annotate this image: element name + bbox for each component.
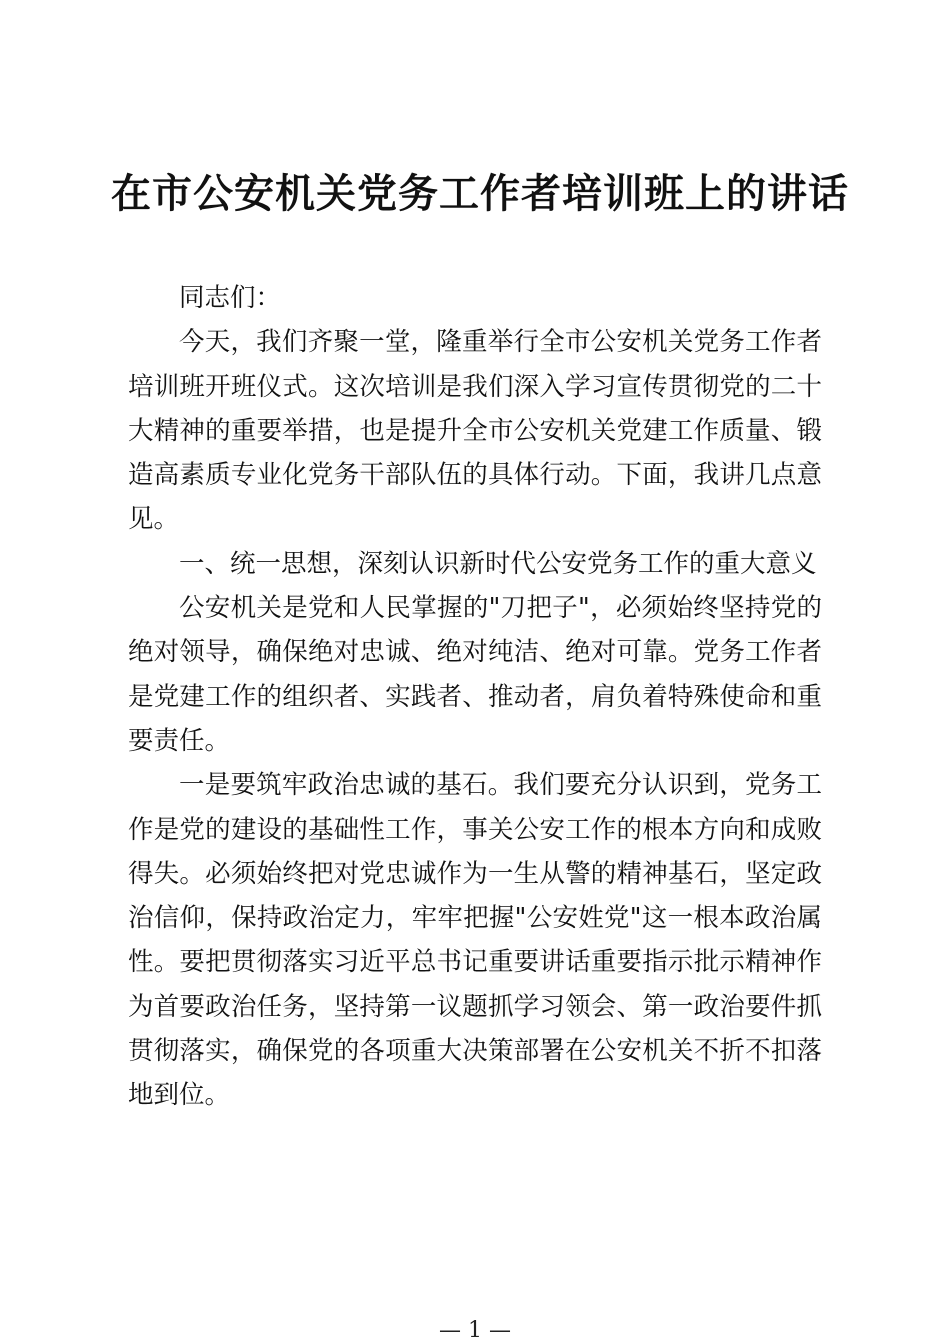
section-heading: 一、统一思想，深刻认识新时代公安党务工作的重大意义 bbox=[179, 548, 817, 579]
body-paragraph: 公安机关是党和人民掌握的"刀把子"，必须始终坚持党的绝对领导，确保绝对忠诚、绝对纯洁、绝对可靠。党务工作者是党建工作的组织者、实践者、推动者，肩负着特殊使命和重要责任。 bbox=[128, 593, 822, 756]
salutation: 同志们： bbox=[179, 283, 282, 313]
intro-paragraph: 今天，我们齐聚一堂，隆重举行全市公安机关党务工作者培训班开班仪式。这次培训是我们深入学习宣传贯彻党的二十大精神的重要举措，也是提升全市公安机关党建工作质量、锻造高素质专业化党务干部队伍的具体行动。下面，我讲几点意见。 bbox=[128, 327, 822, 535]
body-paragraph: 一是要筑牢政治忠诚的基石。我们要充分认识到，党务工作是党的建设的基础性工作，事关公安工作的根本方向和成败得失。必须始终把对党忠诚作为一生从警的精神基石，坚定政治信仰，保持政治定力，牢牢把握"公安姓党"这一根本政治属性。要把贯彻落实习近平总书记重要讲话重要指示批示精神作为首要政治任务，坚持第一议题抓学习领会、第一政治要件抓贯彻落实，确保党的各项重大决策部署在公安机关不折不扣落地到位。 bbox=[128, 770, 822, 1111]
document-body bbox=[128, 276, 822, 1118]
document-title: 在市公安机关党务工作者培训班上的讲话 bbox=[111, 171, 849, 217]
page-number: — 1 — bbox=[439, 1318, 511, 1343]
